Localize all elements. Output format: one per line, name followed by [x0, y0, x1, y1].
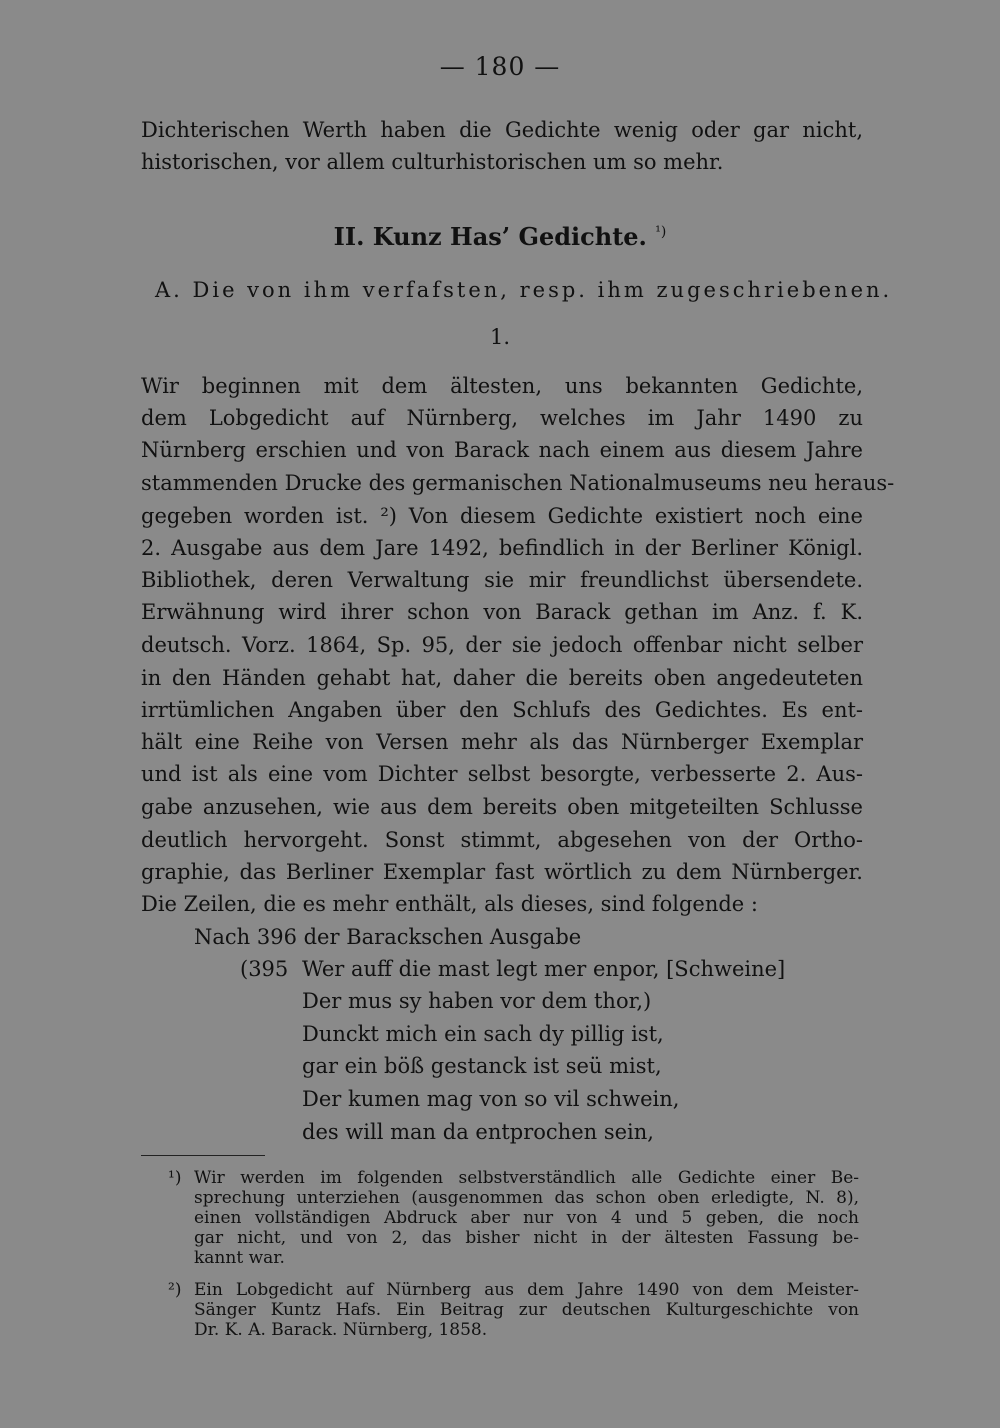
section-title [0, 222, 1000, 251]
verse-line: Wer auff die mast legt mer enpor, [Schweine] [302, 957, 786, 981]
intro-line-2: historischen, vor allem culturhistorischen um so mehr. [141, 150, 724, 174]
footnote-2 [194, 1280, 859, 1340]
paragraph-line: gegeben worden ist. ²) Von diesem Gedichte existiert noch eine [141, 504, 863, 528]
footnote-line: Ein Lobgedicht auf Nürnberg aus dem Jahre 1490 von dem Meister- [194, 1280, 859, 1300]
paragraph-line: Nürnberg erschien und von Barack nach einem aus diesem Jahre [141, 438, 863, 462]
verse-line: Dunckt mich ein sach dy pillig ist, [302, 1022, 664, 1046]
subsection-heading: A. Die von ihm verfafsten, resp. ihm zugeschriebenen. [155, 278, 893, 302]
paragraph-line: gabe anzusehen, wie aus dem bereits oben mitgeteilten Schlusse [141, 795, 863, 819]
footnote-1-mark: ¹) [168, 1168, 182, 1188]
paragraph-line: in den Händen gehabt hat, daher die bereits oben angedeuteten [141, 666, 863, 690]
paragraph-line: Die Zeilen, die es mehr enthält, als dieses, sind folgende : [141, 892, 758, 916]
footnote-divider [141, 1155, 265, 1156]
paragraph-line: hält eine Reihe von Versen mehr als das Nürnberger Exemplar [141, 730, 863, 754]
footnote-line: kannt war. [194, 1248, 285, 1268]
footnote-line: Dr. K. A. Barack. Nürnberg, 1858. [194, 1320, 488, 1340]
verse-line: Der kumen mag von so vil schwein, [302, 1087, 680, 1111]
verse-line: des will man da entprochen sein, [302, 1120, 654, 1144]
page-number: — 180 — [439, 52, 561, 81]
footnote-line: einen vollständigen Abdruck aber nur von 4 und 5 geben, die noch [194, 1208, 859, 1228]
item-number: 1. [489, 325, 511, 349]
footnote-2-mark: ²) [168, 1280, 182, 1300]
intro-line-1: Dichterischen Werth haben die Gedichte wenig oder gar nicht, [141, 118, 863, 142]
footnote-line: Wir werden im folgenden selbstverständlich alle Gedichte einer Be- [194, 1168, 859, 1188]
verse-intro: Nach 396 der Barackschen Ausgabe [194, 925, 582, 949]
verse-number: (395 [240, 957, 289, 981]
footnote-line: sprechung unterziehen (ausgenommen das schon oben erledigte, N. 8), [194, 1188, 859, 1208]
paragraph-line: Bibliothek, deren Verwaltung sie mir freundlichst übersendete. [141, 568, 863, 592]
paragraph-line: graphie, das Berliner Exemplar fast wörtlich zu dem Nürnberger. [141, 860, 863, 884]
paragraph-line: Wir beginnen mit dem ältesten, uns bekannten Gedichte, [141, 374, 863, 398]
footnote-line: Sänger Kuntz Hafs. Ein Beitrag zur deutschen Kulturgeschichte von [194, 1300, 859, 1320]
paragraph-line: und ist als eine vom Dichter selbst besorgte, verbesserte 2. Aus- [141, 762, 863, 786]
section-footnote-ref: ¹) [655, 224, 667, 240]
paragraph-line: deutsch. Vorz. 1864, Sp. 95, der sie jedoch offenbar nicht selber [141, 633, 863, 657]
paragraph-line: dem Lobgedicht auf Nürnberg, welches im Jahr 1490 zu [141, 406, 863, 430]
footnote-1 [194, 1168, 859, 1268]
paragraph-line: stammenden Drucke des germanischen Nationalmuseums neu heraus- [141, 471, 895, 495]
paragraph-line: irrtümlichen Angaben über den Schlufs des Gedichtes. Es ent- [141, 698, 863, 722]
paragraph-line: Erwähnung wird ihrer schon von Barack gethan im Anz. f. K. [141, 600, 863, 624]
verse-line: Der mus sy haben vor dem thor,) [302, 989, 652, 1013]
footnote-line: gar nicht, und von 2, das bisher nicht in der ältesten Fassung be- [194, 1228, 859, 1248]
paragraph-line: 2. Ausgabe aus dem Jare 1492, befindlich in der Berliner Königl. [141, 536, 863, 560]
section-title-text: II. Kunz Has’ Gedichte. [333, 222, 647, 251]
verse-line: gar ein böß gestanck ist seü mist, [302, 1054, 662, 1078]
paragraph-line: deutlich hervorgeht. Sonst stimmt, abgesehen von der Ortho- [141, 828, 863, 852]
